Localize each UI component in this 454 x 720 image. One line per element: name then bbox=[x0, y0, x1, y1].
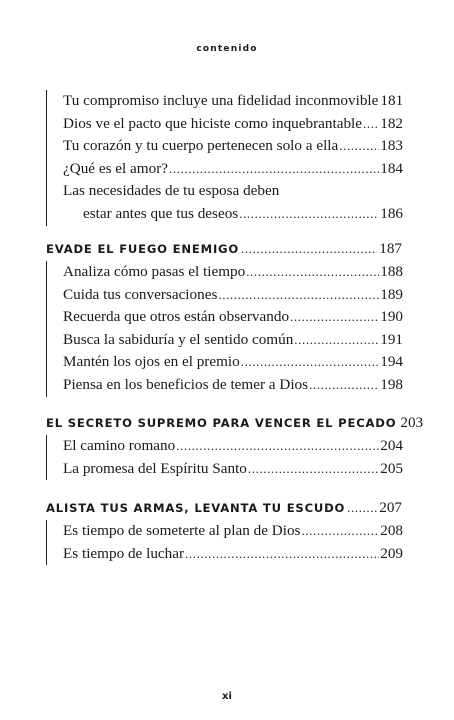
toc-subsection-group bbox=[46, 261, 403, 397]
toc-page-number: 187 bbox=[379, 240, 402, 257]
leader-dots bbox=[185, 543, 379, 566]
toc-section-heading bbox=[46, 495, 402, 521]
leader-dots bbox=[309, 374, 379, 397]
toc-page-number: 205 bbox=[380, 459, 403, 477]
section-title: ALISTA TUS ARMAS, LEVANTA TU ESCUDO bbox=[46, 501, 346, 515]
section-title: EVADE EL FUEGO ENEMIGO bbox=[46, 242, 240, 256]
leader-dots bbox=[363, 113, 379, 136]
toc-section-heading-row bbox=[46, 495, 402, 521]
toc-entry bbox=[47, 543, 403, 566]
toc-entry bbox=[47, 90, 403, 113]
toc-entry bbox=[47, 329, 403, 352]
leader-dots bbox=[339, 135, 379, 158]
toc-entry bbox=[47, 458, 403, 481]
toc-page-number: 184 bbox=[380, 159, 403, 177]
toc-subsection-group bbox=[46, 520, 403, 565]
toc-entry-title: Cuida tus conversaciones bbox=[63, 285, 218, 303]
toc-page-number: 189 bbox=[380, 285, 403, 303]
toc-entry-title: Tu compromiso incluye una fidelidad inconmovible bbox=[63, 92, 379, 109]
toc-entry bbox=[47, 351, 403, 374]
toc-section-heading-row bbox=[46, 410, 424, 436]
toc-page-number: 209 bbox=[380, 544, 403, 562]
toc-page-number: 182 bbox=[380, 114, 403, 132]
toc-entry-title-line1: Las necesidades de tu esposa deben bbox=[63, 182, 280, 200]
toc-entry-title: Es tiempo de someterte al plan de Dios bbox=[63, 522, 301, 539]
page-folio: xi bbox=[222, 691, 232, 702]
toc-entry bbox=[47, 158, 403, 181]
toc-page-number: 181 bbox=[380, 92, 404, 109]
toc-page-number: 198 bbox=[380, 375, 403, 393]
toc-entry bbox=[47, 113, 403, 136]
leader-dots bbox=[347, 495, 377, 521]
leader-dots bbox=[241, 236, 377, 262]
toc-page-number: 186 bbox=[380, 204, 403, 222]
toc-page-number: 191 bbox=[380, 330, 403, 348]
toc-entry-title: Analiza cómo pasas el tiempo bbox=[63, 263, 246, 280]
toc-entry-title: Dios ve el pacto que hiciste como inquebrantable bbox=[63, 114, 363, 132]
toc-entry-title: Busca la sabiduría y el sentido común bbox=[63, 330, 294, 348]
toc-entry-title: Piensa en los beneficios de temer a Dios bbox=[63, 375, 309, 393]
leader-dots bbox=[246, 261, 379, 284]
toc-page-number: 208 bbox=[380, 522, 403, 539]
toc-entry bbox=[47, 435, 403, 458]
toc-entry-title: Tu corazón y tu cuerpo pertenecen solo a ella bbox=[63, 137, 339, 155]
toc-entry bbox=[47, 135, 403, 158]
toc-entry bbox=[47, 520, 403, 543]
toc-page-number: 207 bbox=[379, 499, 402, 516]
toc-subsection-group bbox=[46, 435, 403, 480]
toc-page-number: 204 bbox=[380, 437, 403, 454]
toc-entry-title: La promesa del Espíritu Santo bbox=[63, 459, 247, 477]
leader-dots bbox=[290, 306, 379, 329]
toc-page-number: 190 bbox=[380, 308, 403, 326]
toc-page-number: 183 bbox=[380, 137, 403, 155]
toc-entry-title: Recuerda que otros están observando bbox=[63, 308, 290, 326]
toc-entry-title: El camino romano bbox=[63, 437, 176, 454]
section-title: EL SECRETO SUPREMO PARA VENCER EL PECADO bbox=[46, 416, 397, 430]
toc-section-heading-row bbox=[46, 236, 402, 262]
toc-entry bbox=[47, 306, 403, 329]
toc-entry bbox=[47, 374, 403, 397]
toc-subsection-group bbox=[46, 90, 403, 226]
leader-dots bbox=[248, 458, 379, 481]
toc-entry-title: Es tiempo de luchar bbox=[63, 544, 185, 562]
toc-entry-title: Mantén los ojos en el premio bbox=[63, 353, 240, 371]
toc-page-number: 203 bbox=[400, 414, 424, 431]
leader-dots bbox=[301, 520, 379, 543]
toc-entry-title-line2: estar antes que tus deseos bbox=[83, 204, 239, 222]
toc-entry bbox=[47, 284, 403, 307]
leader-dots bbox=[241, 351, 379, 374]
toc-section-heading bbox=[46, 236, 402, 262]
toc-section-heading bbox=[46, 410, 424, 436]
toc-page-number: 188 bbox=[380, 263, 403, 280]
running-head: contenido bbox=[196, 44, 258, 54]
toc-entry-multiline bbox=[47, 180, 403, 225]
leader-dots bbox=[294, 329, 379, 352]
leader-dots bbox=[176, 435, 379, 458]
leader-dots bbox=[218, 284, 379, 307]
toc-page-number: 194 bbox=[380, 353, 403, 371]
toc-entry bbox=[47, 261, 403, 284]
leader-dots bbox=[169, 158, 379, 181]
toc-entry-title: ¿Qué es el amor? bbox=[63, 159, 168, 177]
toc-entry-title-line2-wrap bbox=[63, 203, 403, 226]
leader-dots bbox=[239, 203, 379, 226]
